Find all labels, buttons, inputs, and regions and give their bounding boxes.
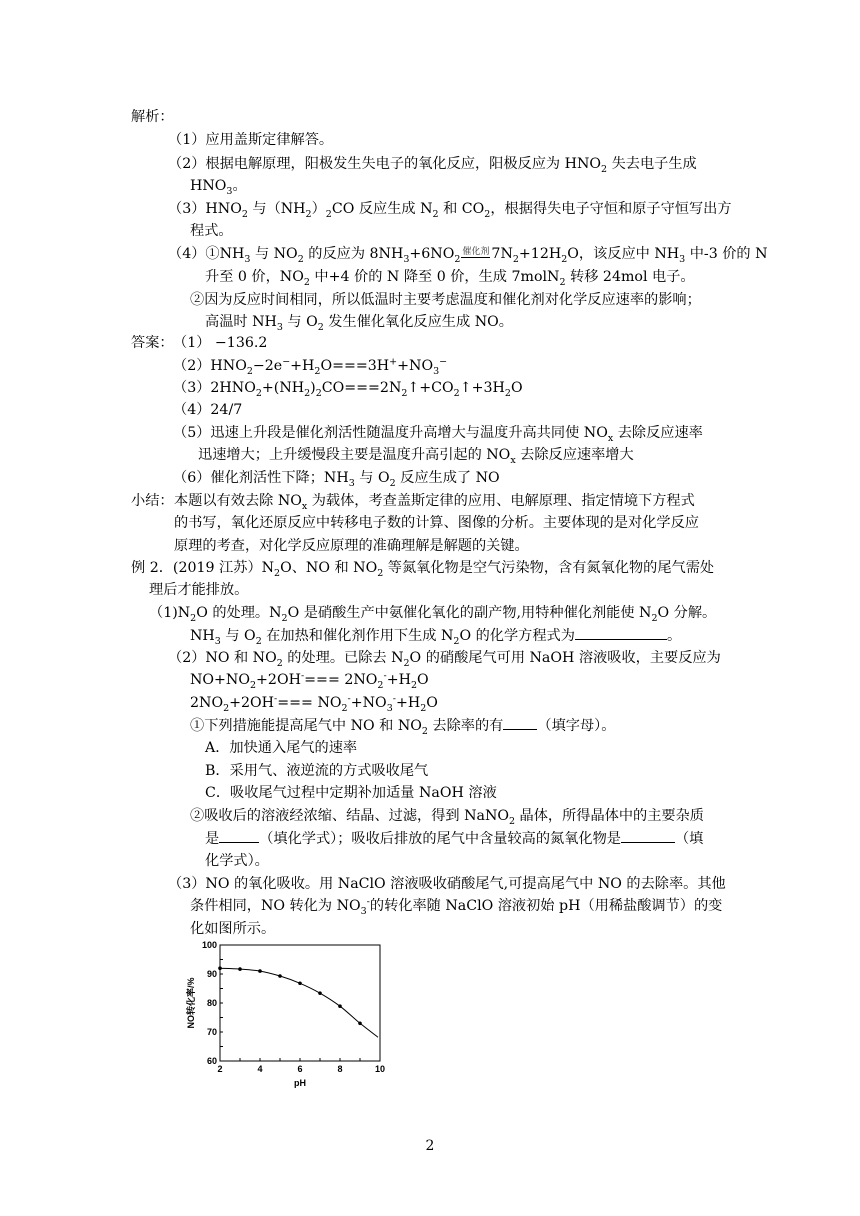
x-tick-label: 8	[337, 1064, 343, 1074]
answer-label: 答案：	[131, 335, 174, 351]
chart-data-point	[358, 1022, 362, 1026]
analysis-label: 解析：	[131, 109, 174, 125]
chart-data-point	[218, 966, 222, 970]
analysis-point-2: （2）根据电解原理，阳极发生失电子的氧化反应，阳极反应为 $HNO_2$ 失去电子生成	[168, 156, 697, 175]
summary-line-3: 原理的考查，对化学反应原理的准确理解是解题的关键。	[174, 538, 529, 554]
page-number: 2	[425, 1138, 435, 1154]
question-2-2-end: 化学式）。	[205, 853, 269, 869]
answer-blank-1[interactable]	[575, 625, 667, 640]
analysis-point-4: $(4)①NH_3$ 与 $NO_2$ 的反应为 $8NH_3+6NO_2$催化剂 $7N_2+12H_2O$，该反应中 $NH_3$ 中-3 价的 N	[168, 246, 768, 265]
answer-4: （4）24/7	[173, 402, 243, 418]
chart-data-point	[318, 991, 322, 995]
reaction-1: $NO+NO_2+2OH^-=== 2NO_2^-+H_2O$	[190, 670, 429, 691]
analysis-point-4-b-cont: 高温时 $NH_3$ 与 $O_2$ 发生催化氧化反应生成 NO。	[205, 314, 513, 333]
example-heading-cont: 理后才能排放。	[149, 582, 249, 598]
question-3-end: 化如图所示。	[190, 921, 276, 937]
x-tick-label: 4	[257, 1064, 263, 1074]
analysis-point-4-b: ②因为反应时间相同，所以低温时主要考虑温度和催化剂对化学反应速率的影响；	[190, 292, 701, 308]
analysis-point-3-cont: 程式。	[190, 223, 233, 239]
y-tick-label: 90	[206, 969, 217, 979]
question-1: $(1)N_2O$ 的处理。$N_2O$ 是硝酸生产中氨催化氧化的副产物,用特种催化剂能使 $N_2O$ 分解。	[149, 605, 717, 624]
example-heading: 例 2．(2019 江苏）$N_2O$、NO 和 $NO_2$ 等氮氧化物是空气污染物，含有氮氧化物的尾气需处	[131, 560, 715, 579]
question-3: （3）NO 的氧化吸收。用 NaClO 溶液吸收硝酸尾气,可提高尾气中 NO 的去除率。其他	[168, 876, 726, 892]
option-b: B．采用气、液逆流的方式吸收尾气	[205, 763, 429, 779]
y-tick-label: 70	[206, 1027, 217, 1037]
analysis-point-4-cont: 升至 0 价，$NO_2$ 中+4 价的 N 降至 0 价，生成 7molN$_2$ 转移 24mol 电子。	[205, 269, 695, 288]
analysis-point-3: $(3)HNO_2$ 与$(NH_2)_2CO$ 反应生成 $N_2$ 和 $CO_2$，根据得失电子守恒和原子守恒写出方	[168, 201, 732, 220]
answer-5-cont: 迅速增大；上升缓慢段主要是温度升高引起的 $NO_x$ 去除反应速率增大	[198, 447, 634, 466]
chart-axes	[220, 945, 380, 1061]
chart-y-axis-label: NO转化率/%	[186, 977, 196, 1029]
answer-6: （6）催化剂活性下降；$NH_3$ 与 $O_2$ 反应生成了 NO	[173, 470, 500, 489]
question-2: （2）NO 和 $NO_2$ 的处理。已除去 $N_2O$ 的硝酸尾气可用 NaOH 溶液吸收，主要反应为	[168, 650, 721, 669]
chart-data-point	[258, 969, 262, 973]
chart-frame	[220, 945, 380, 1061]
chart-data-point	[238, 967, 242, 971]
answer-blank-2[interactable]	[503, 715, 537, 730]
y-tick-label: 60	[206, 1056, 217, 1066]
answer-blank-3[interactable]	[219, 828, 259, 843]
question-2-2-cont: 是 （填化学式）；吸收后排放的尾气中含量较高的氮氧化物是 （填	[205, 828, 703, 849]
summary-line-2: 的书写，氧化还原反应中转移电子数的计算、图像的分析。主要体现的是对化学反应	[174, 515, 699, 531]
chart-x-axis-label: pH	[294, 1078, 306, 1088]
chart-data-point	[278, 974, 282, 978]
y-tick-label: 100	[201, 940, 217, 950]
x-tick-label: 2	[217, 1064, 223, 1074]
chart-series-line	[220, 968, 378, 1037]
reaction-2: $2NO_2+2OH^-=== NO_2^-+NO_3^-+H_2O$	[190, 693, 438, 714]
no-conversion-chart	[180, 935, 395, 1095]
answer-3: $(3)2HNO_2+(NH_2)_2CO===2N_2↑+CO_2↑+3H_2O$	[173, 380, 523, 399]
question-2-1: ①下列措施能提高尾气中 NO 和 $NO_2$ 去除率的有 （填字母）。	[190, 715, 615, 736]
summary-line-1: 本题以有效去除 $NO_x$ 为载体，考查盖斯定律的应用、电解原理、指定情境下方程式	[174, 493, 695, 512]
catalyst-label: 催化剂	[462, 247, 490, 257]
x-tick-label: 10	[374, 1064, 386, 1074]
question-1-cont: $NH_3$ 与 $O_2$ 在加热和催化剂作用下生成 $N_2O$ 的化学方程式为 。	[190, 625, 681, 646]
summary-label: 小结：	[131, 493, 174, 509]
question-2-2: ②吸收后的溶液经浓缩、结晶、过滤，得到 NaNO$_2$ 晶体，所得晶体中的主要杂质	[190, 808, 704, 827]
analysis-point-2-cont: $HNO_3$。	[190, 178, 247, 197]
answer-5: （5）迅速上升段是催化剂活性随温度升高增大与温度升高共同使 $NO_x$ 去除反应速率	[173, 425, 703, 444]
question-3-cont: 条件相同，NO 转化为 $NO_3^-$的转化率随 NaClO 溶液初始 pH（用稀盐酸调节）的变	[190, 896, 723, 917]
chart-data-point	[298, 981, 302, 985]
chart-tick-labels	[202, 940, 385, 1074]
x-tick-label: 6	[297, 1064, 303, 1074]
y-tick-label: 80	[206, 998, 217, 1008]
option-c: C．吸收尾气过程中定期补加适量 NaOH 溶液	[205, 785, 497, 801]
answer-blank-4[interactable]	[621, 828, 675, 843]
option-a: A．加快通入尾气的速率	[205, 740, 358, 756]
answer-2: $(2)HNO_2-2e^-+H_2O===3H^++NO_3^-$	[173, 356, 448, 377]
chart-data-points	[218, 966, 362, 1025]
answer-1: （1） −136.2	[173, 335, 268, 351]
analysis-point-1: （1）应用盖斯定律解答。	[168, 132, 334, 148]
chart-data-point	[338, 1004, 342, 1008]
